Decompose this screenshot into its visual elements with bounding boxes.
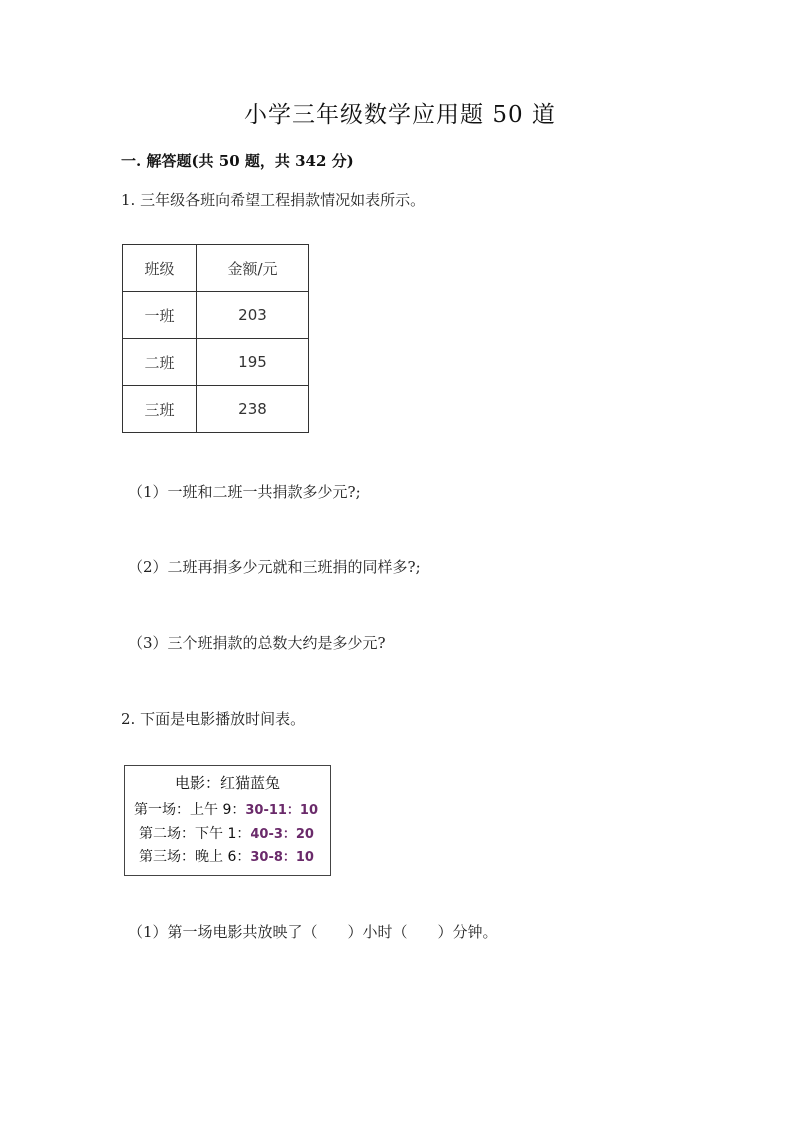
- schedule-row-label: 第二场：下午 1：: [139, 826, 251, 842]
- schedule-row-label: 第三场：晚上 6：: [139, 849, 251, 865]
- question-2-text: 2. 下面是电影播放时间表。: [121, 710, 306, 728]
- schedule-row-times: 30-8：10: [250, 850, 314, 865]
- subquestion-1-3: （3）三个班捐款的总数大约是多少元?: [128, 634, 386, 652]
- section-heading: 一. 解答题(共 50 题，共 342 分): [121, 152, 354, 170]
- table-cell: 二班: [123, 339, 197, 386]
- schedule-row: [139, 823, 314, 843]
- table-row: [123, 386, 309, 433]
- subquestion-1-1: （1）一班和二班一共捐款多少元?;: [128, 483, 361, 501]
- subquestion-1-2: （2）二班再捐多少元就和三班捐的同样多?;: [128, 558, 421, 576]
- schedule-title: 电影：红猫蓝兔: [174, 774, 280, 792]
- table-row: [123, 292, 309, 339]
- question-1-text: 1. 三年级各班向希望工程捐款情况如表所示。: [121, 191, 426, 209]
- schedule-row: [139, 846, 314, 866]
- table-header-cell: 金额/元: [197, 245, 309, 292]
- table-cell: 203: [197, 292, 309, 339]
- subquestion-2-1: （1）第一场电影共放映了（ ）小时（ ）分钟。: [128, 923, 498, 941]
- table-cell: 一班: [123, 292, 197, 339]
- page-title: 小学三年级数学应用题 50 道: [244, 102, 556, 128]
- schedule-row-label: 第一场：上午 9：: [134, 802, 246, 818]
- table-cell: 195: [197, 339, 309, 386]
- schedule-row: [134, 799, 318, 819]
- table-row: [123, 339, 309, 386]
- table-cell: 三班: [123, 386, 197, 433]
- table-header-cell: 班级: [123, 245, 197, 292]
- schedule-row-times: 40-3：20: [250, 827, 314, 842]
- donation-table: [122, 244, 309, 433]
- table-header-row: [123, 245, 309, 292]
- table-cell: 238: [197, 386, 309, 433]
- schedule-row-times: 30-11：10: [245, 803, 319, 818]
- movie-schedule-box: [124, 765, 331, 876]
